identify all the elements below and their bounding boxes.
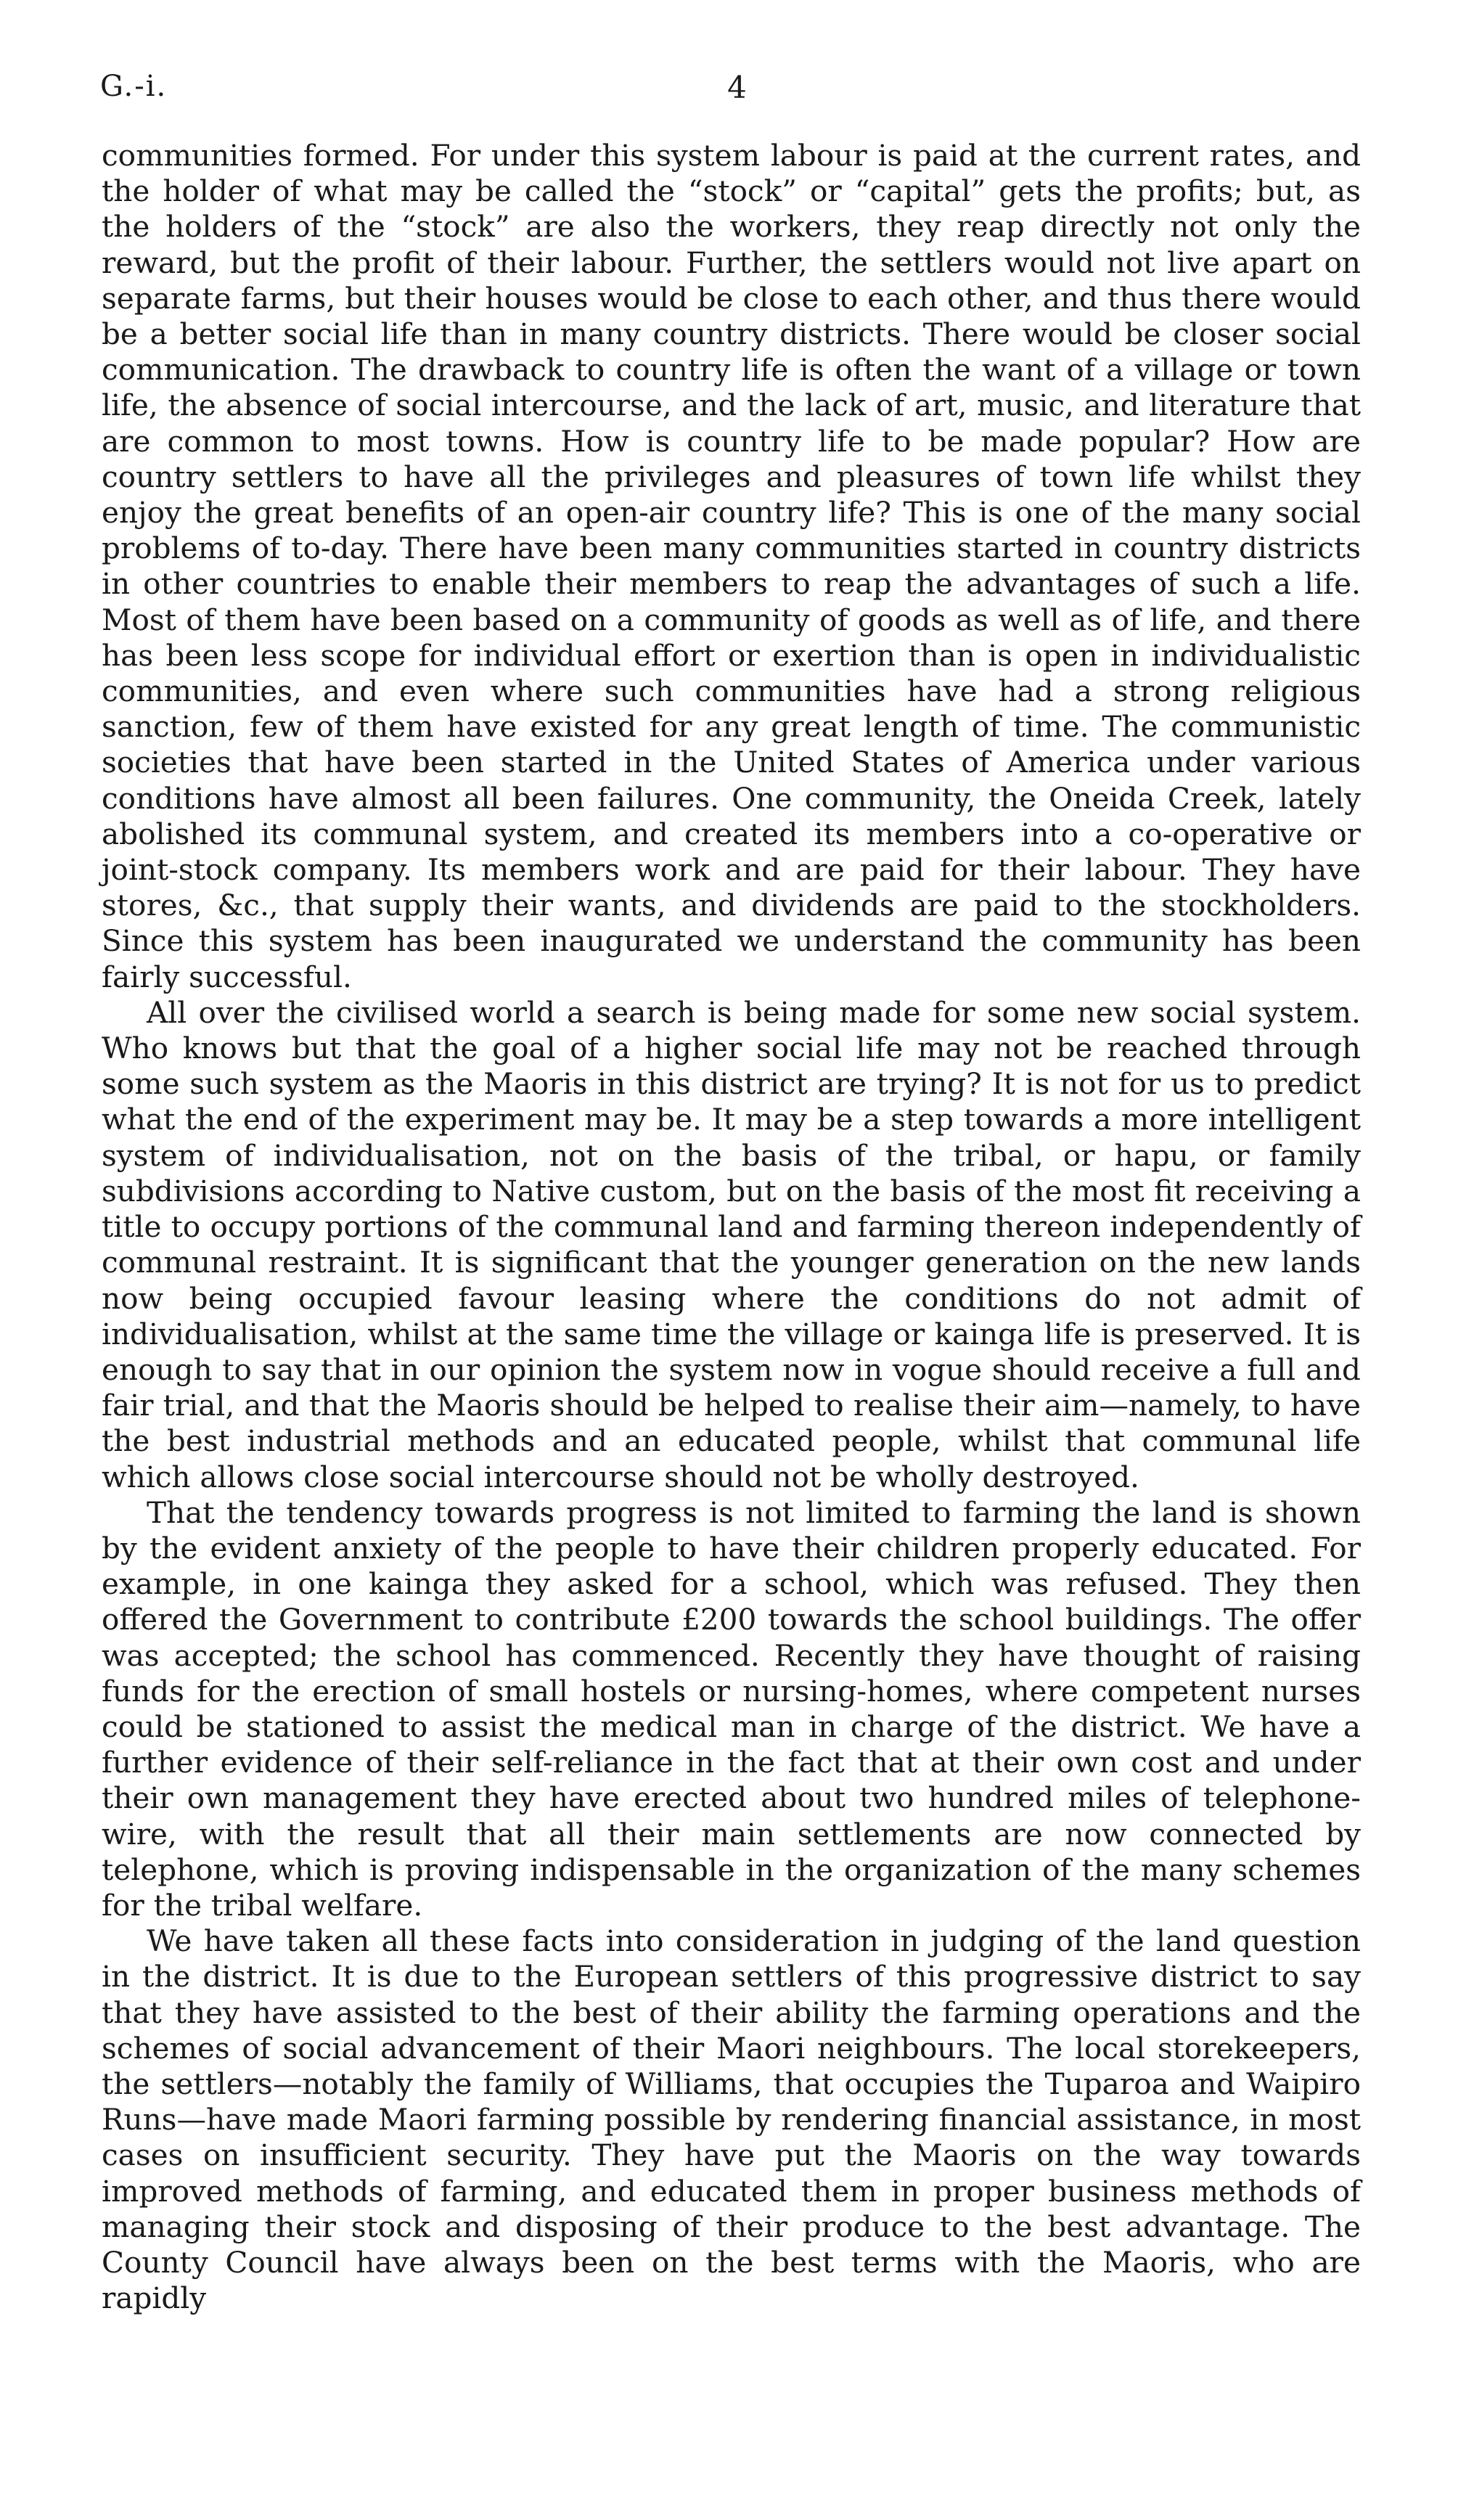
paragraph: communities formed. For under this system labour is paid at the current rates, and the holder of what may be called the “stock” or “capital” gets the profits; but, as the holders of the “stock” are also the workers, they reap directly not only the reward, but the profit of their labour. Further, the settlers would not live apart on separate farms, but their houses would be close to each other, and thus there would be a better social life than in many country districts. There would be closer social communication. The drawback to country life is often the want of a village or town life, the absence of social intercourse, and the lack of art, music, and literature that are common to most towns. How is country life to be made popular? How are country settlers to have all the privileges and pleasures of town life whilst they enjoy the great benefits of an open-air country life? This is one of the many social problems of to-day. There have been many communities started in country districts in other countries to enable their members to reap the advantages of such a life. Most of them have been based on a community of goods as well as of life, and there has been less scope for individual effort or exertion than is open in individualistic communities, and even where such communities have had a strong religious sanction, few of them have existed for any great length of time. The communistic societies that have been started in the United States of America under various conditions have almost all been failures. One community, the Oneida Creek, lately abolished its communal system, and created its members into a co-operative or joint-stock company. Its members work and are paid for their labour. They have stores, &c., that supply their wants, and dividends are paid to the stockholders. Since this system has been inaugurated we understand the community has been fairly successful. [102, 138, 1361, 994]
body-text [102, 138, 1361, 2316]
page-number: 4 [727, 70, 747, 105]
page-header [100, 70, 1374, 113]
paragraph: That the tendency towards progress is not limited to farming the land is shown by the evident anxiety of the people to have their children properly educated. For example, in one kainga they asked for a school, which was refused. They then offered the Government to contribute £200 towards the school buildings. The offer was accepted; the school has commenced. Recently they have thought of raising funds for the erection of small hostels or nursing-homes, where competent nurses could be stationed to assist the medical man in charge of the district. We have a further evidence of their self-reliance in the fact that at their own cost and under their own management they have erected about two hundred miles of telephone-wire, with the result that all their main settlements are now connected by telephone, which is proving indispensable in the organization of the many schemes for the tribal welfare. [102, 1494, 1361, 1923]
paragraph: We have taken all these facts into consideration in judging of the land question in the district. It is due to the European settlers of this progressive district to say that they have assisted to the best of their ability the farming operations and the schemes of social advancement of their Maori neighbours. The local storekeepers, the settlers—notably the family of Williams, that occupies the Tuparoa and Waipiro Runs—have made Maori farming possible by rendering financial assistance, in most cases on insufficient security. They have put the Maoris on the way towards improved methods of farming, and educated them in proper business methods of managing their stock and disposing of their produce to the best advantage. The County Council have always been on the best terms with the Maoris, who are rapidly [102, 1923, 1361, 2316]
paragraph: All over the civilised world a search is being made for some new social system. Who knows but that the goal of a higher social life may not be reached through some such system as the Maoris in this district are trying? It is not for us to predict what the end of the experiment may be. It may be a step towards a more intelligent system of individualisation, not on the basis of the tribal, or hapu, or family subdivisions according to Native custom, but on the basis of the most fit receiving a title to occupy portions of the communal land and farming thereon independently of communal restraint. It is significant that the younger generation on the new lands now being occupied favour leasing where the conditions do not admit of individualisation, whilst at the same time the village or kainga life is preserved. It is enough to say that in our opinion the system now in vogue should receive a full and fair trial, and that the Maoris should be helped to realise their aim—namely, to have the best industrial methods and an educated people, whilst that communal life which allows close social intercourse should not be wholly destroyed. [102, 994, 1361, 1494]
document-reference: G.-i. [100, 70, 168, 103]
